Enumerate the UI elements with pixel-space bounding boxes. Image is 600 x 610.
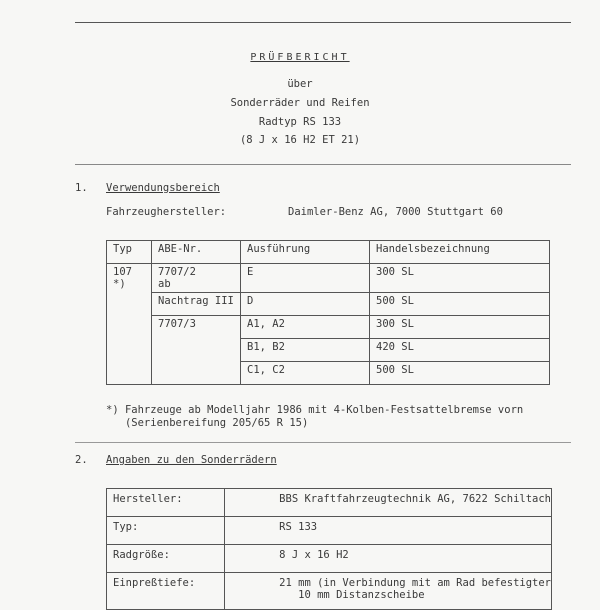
table-cell-ausfuehrung: A1, A2: [241, 316, 370, 339]
document-title: PRÜFBERICHT: [250, 52, 350, 63]
table-cell-bezeichnung: 420 SL: [370, 339, 550, 362]
table-header: Ausführung: [241, 241, 370, 264]
section-divider-2: [75, 442, 571, 443]
header-line-subject: Sonderräder und Reifen: [230, 97, 370, 109]
table-cell-abe: Nachtrag III: [152, 293, 241, 316]
vehicle-table: [106, 240, 550, 385]
wheel-detail-value: 8 J x 16 H2: [225, 545, 552, 573]
table-cell-ausfuehrung: C1, C2: [241, 362, 370, 385]
table-header: Typ: [107, 241, 152, 264]
manufacturer-value: Daimler-Benz AG, 7000 Stuttgart 60: [288, 206, 503, 218]
table-row: [107, 293, 550, 316]
table-cell-abe: 7707/3: [152, 316, 241, 385]
table-cell-bezeichnung: 300 SL: [370, 264, 550, 293]
section-2-heading: Angaben zu den Sonderrädern: [106, 454, 277, 466]
wheel-details-table: [106, 488, 552, 610]
table-row: [107, 264, 550, 293]
top-rule: [75, 22, 571, 23]
table-row: [107, 573, 552, 610]
wheel-detail-value: 21 mm (in Verbindung mit am Rad befestigter 10 mm Distanzscheibe: [225, 573, 552, 610]
wheel-detail-label: Hersteller:: [107, 489, 225, 517]
section-1-number: 1.: [75, 182, 88, 194]
table-cell-ausfuehrung: E: [241, 264, 370, 293]
wheel-detail-label: Radgröße:: [107, 545, 225, 573]
section-1-heading: Verwendungsbereich: [106, 182, 220, 194]
table-row: [107, 316, 550, 339]
table-header: Handelsbezeichnung: [370, 241, 550, 264]
manufacturer-label: Fahrzeughersteller:: [106, 206, 227, 218]
section-2-number: 2.: [75, 454, 88, 466]
table-footnote: *) Fahrzeuge ab Modelljahr 1986 mit 4-Kolben-Festsattelbremse vorn (Serienbereifung 205/65 R 15): [106, 404, 524, 429]
table-cell-typ: 107 *): [107, 264, 152, 385]
header-line-size: (8 J x 16 H2 ET 21): [239, 134, 361, 146]
header-line-radtyp: Radtyp RS 133: [258, 116, 342, 128]
wheel-detail-value: BBS Kraftfahrzeugtechnik AG, 7622 Schiltach: [225, 489, 552, 517]
section-divider-1: [75, 164, 571, 165]
header-line-ueber: über: [287, 78, 313, 90]
table-cell-ausfuehrung: D: [241, 293, 370, 316]
table-cell-bezeichnung: 500 SL: [370, 293, 550, 316]
table-row: [107, 517, 552, 545]
table-header: ABE-Nr.: [152, 241, 241, 264]
table-cell-ausfuehrung: B1, B2: [241, 339, 370, 362]
table-header-row: [107, 241, 550, 264]
table-row: [107, 545, 552, 573]
wheel-detail-label: Einpreßtiefe:: [107, 573, 225, 610]
wheel-detail-value: RS 133: [225, 517, 552, 545]
table-cell-abe: 7707/2 ab: [152, 264, 241, 293]
wheel-detail-label: Typ:: [107, 517, 225, 545]
table-cell-bezeichnung: 300 SL: [370, 316, 550, 339]
table-cell-bezeichnung: 500 SL: [370, 362, 550, 385]
table-row: [107, 489, 552, 517]
